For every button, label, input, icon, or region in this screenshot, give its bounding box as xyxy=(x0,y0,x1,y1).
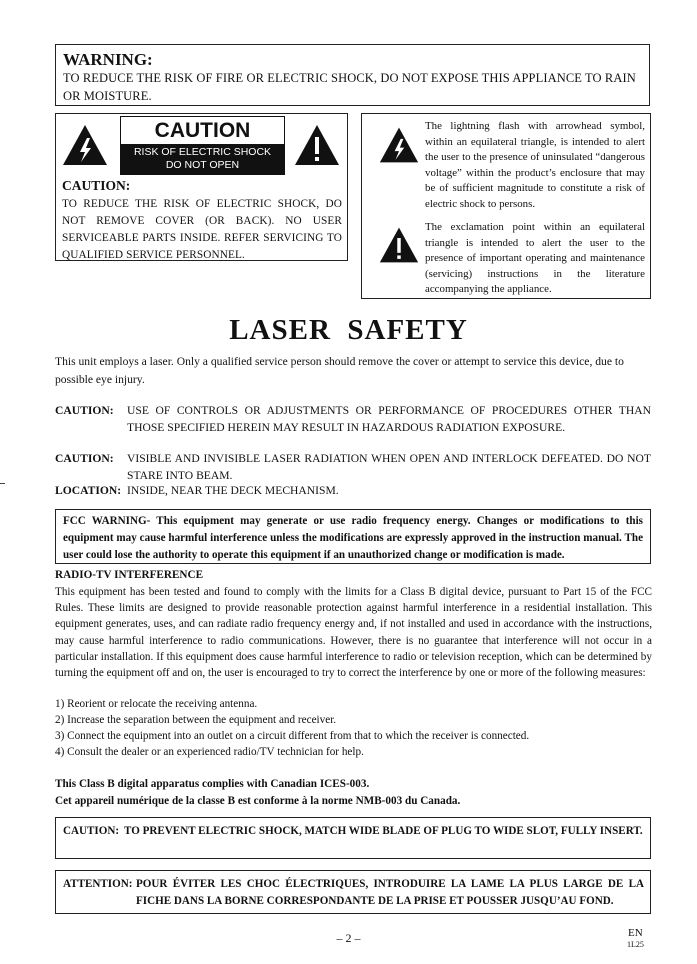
plug-caution-text: TO PREVENT ELECTRIC SHOCK, MATCH WIDE BLADE OF PLUG TO WIDE SLOT, FULLY INSERT. xyxy=(124,825,643,837)
margin-mark xyxy=(0,483,5,484)
attention-label: ATTENTION: xyxy=(63,878,133,890)
warning-text: TO REDUCE THE RISK OF FIRE OR ELECTRIC SHOCK, DO NOT EXPOSE THIS APPLIANCE TO RAIN OR MOISTURE. xyxy=(63,71,636,103)
caution-label: CAUTION: xyxy=(55,404,114,417)
measure-item: 2) Increase the separation between the equipment and receiver. xyxy=(55,714,337,726)
caution-panel xyxy=(120,116,285,175)
laser-caution-2 xyxy=(55,450,652,484)
document-code: 1L25 xyxy=(627,940,644,949)
canada-compliance-en: This Class B digital apparatus complies with Canadian ICES-003. xyxy=(55,778,370,790)
attention-text: POUR ÉVITER LES CHOC ÉLECTRIQUES, INTRODUIRE LA LAME LA PLUS LARGE DE LA FICHE DANS LA BORNE CORRESPONDANTE DE LA PRISE ET POUSSER JUSQU’AU FOND. xyxy=(136,878,644,907)
canada-compliance-fr: Cet appareil numérique de la classe B est conforme à la norme NMB-003 du Canada. xyxy=(55,795,461,807)
caution-text: VISIBLE AND INVISIBLE LASER RADIATION WHEN OPEN AND INTERLOCK DEFEATED. DO NOT STARE INTO BEAM. xyxy=(127,452,651,482)
page-number: – 2 – xyxy=(336,931,361,945)
radio-tv-body: This equipment has been tested and found to comply with the limits for a Class B digital device, pursuant to Part 15 of the FCC Rules. These limits are designed to provide reasonable protection against harmful interference in a residential installation. This equipment generates, uses, and can radiate radio frequency energy and, if not installed and used in accordance with the instructions, may cause harmful interference to radio communications. However, there is no guarantee that interference will not occur in a particular installation. If this equipment does cause harmful interference to radio or television reception, which can be determined by turning the equipment off and on, the user is encouraged to try to correct the interference by one or more of the following measures: xyxy=(55,586,652,680)
measure-item: 4) Consult the dealer or an experienced radio/TV technician for help. xyxy=(55,746,364,758)
location-label: LOCATION: xyxy=(55,484,122,497)
fcc-warning-box: FCC WARNING- This equipment may generate or use radio frequency energy. Changes or modifications to this equipment may cause harmful interference unless the modifications are expressly approved in the instruction manual. The user could lose the authority to operate this equipment if an unauthorized change or modification is made. xyxy=(55,509,651,564)
exclamation-triangle-icon xyxy=(294,124,340,166)
caution-word: CAUTION xyxy=(121,117,284,144)
laser-safety-title: LASER SAFETY xyxy=(229,314,468,346)
warning-title: WARNING: xyxy=(63,50,153,69)
lightning-triangle-icon xyxy=(62,124,108,166)
caution-text: USE OF CONTROLS OR ADJUSTMENTS OR PERFORMANCE OF PROCEDURES OTHER THAN THOSE SPECIFIED HEREIN MAY RESULT IN HAZARDOUS RADIATION EXPOSURE. xyxy=(127,404,651,434)
laser-intro: This unit employs a laser. Only a qualified service person should remove the cover or attempt to service this device, due to possible eye injury. xyxy=(55,355,624,386)
lightning-explanation: The lightning flash with arrowhead symbol, within an equilateral triangle, is intended to alert the user to the presence of uninsulated “dangerous voltage” within the product’s enclosure that may be of sufficient magnitude to constitute a risk of electric shock to persons. xyxy=(425,120,645,210)
plug-caution-label: CAUTION: xyxy=(63,825,120,837)
laser-caution-1 xyxy=(55,402,652,436)
measure-item: 1) Reorient or relocate the receiving antenna. xyxy=(55,698,258,710)
caution-label: CAUTION: xyxy=(55,452,114,465)
measure-item: 3) Connect the equipment into an outlet on a circuit different from that to which the receiver is connected. xyxy=(55,730,530,742)
warning-box xyxy=(55,44,650,106)
attention-box xyxy=(55,870,651,914)
lightning-triangle-icon xyxy=(379,126,419,164)
laser-location xyxy=(55,482,652,499)
caution-label-box xyxy=(55,113,348,261)
caution-sub-text: TO REDUCE THE RISK OF ELECTRIC SHOCK, DO NOT REMOVE COVER (OR BACK). NO USER SERVICEABLE PARTS INSIDE. REFER SERVICING TO QUALIFIED SERVICE PERSONNEL. xyxy=(62,198,342,261)
caution-graphic xyxy=(56,114,347,178)
caution-risk-line2: DO NOT OPEN xyxy=(165,159,240,171)
plug-caution-box xyxy=(55,817,651,859)
language-code: EN xyxy=(628,927,643,939)
exclamation-triangle-icon xyxy=(379,226,419,264)
symbols-box xyxy=(361,113,651,299)
caution-risk-line1: RISK OF ELECTRIC SHOCK xyxy=(133,146,272,158)
radio-tv-title: RADIO-TV INTERFERENCE xyxy=(55,569,204,581)
caution-risk xyxy=(121,144,284,174)
exclamation-explanation: The exclamation point within an equilateral triangle is intended to alert the user to the presence of important operating and maintenance (servicing) instructions in the literature accompanying the appliance. xyxy=(425,221,645,295)
location-text: INSIDE, NEAR THE DECK MECHANISM. xyxy=(127,484,339,497)
caution-sub-title: CAUTION: xyxy=(62,178,131,193)
